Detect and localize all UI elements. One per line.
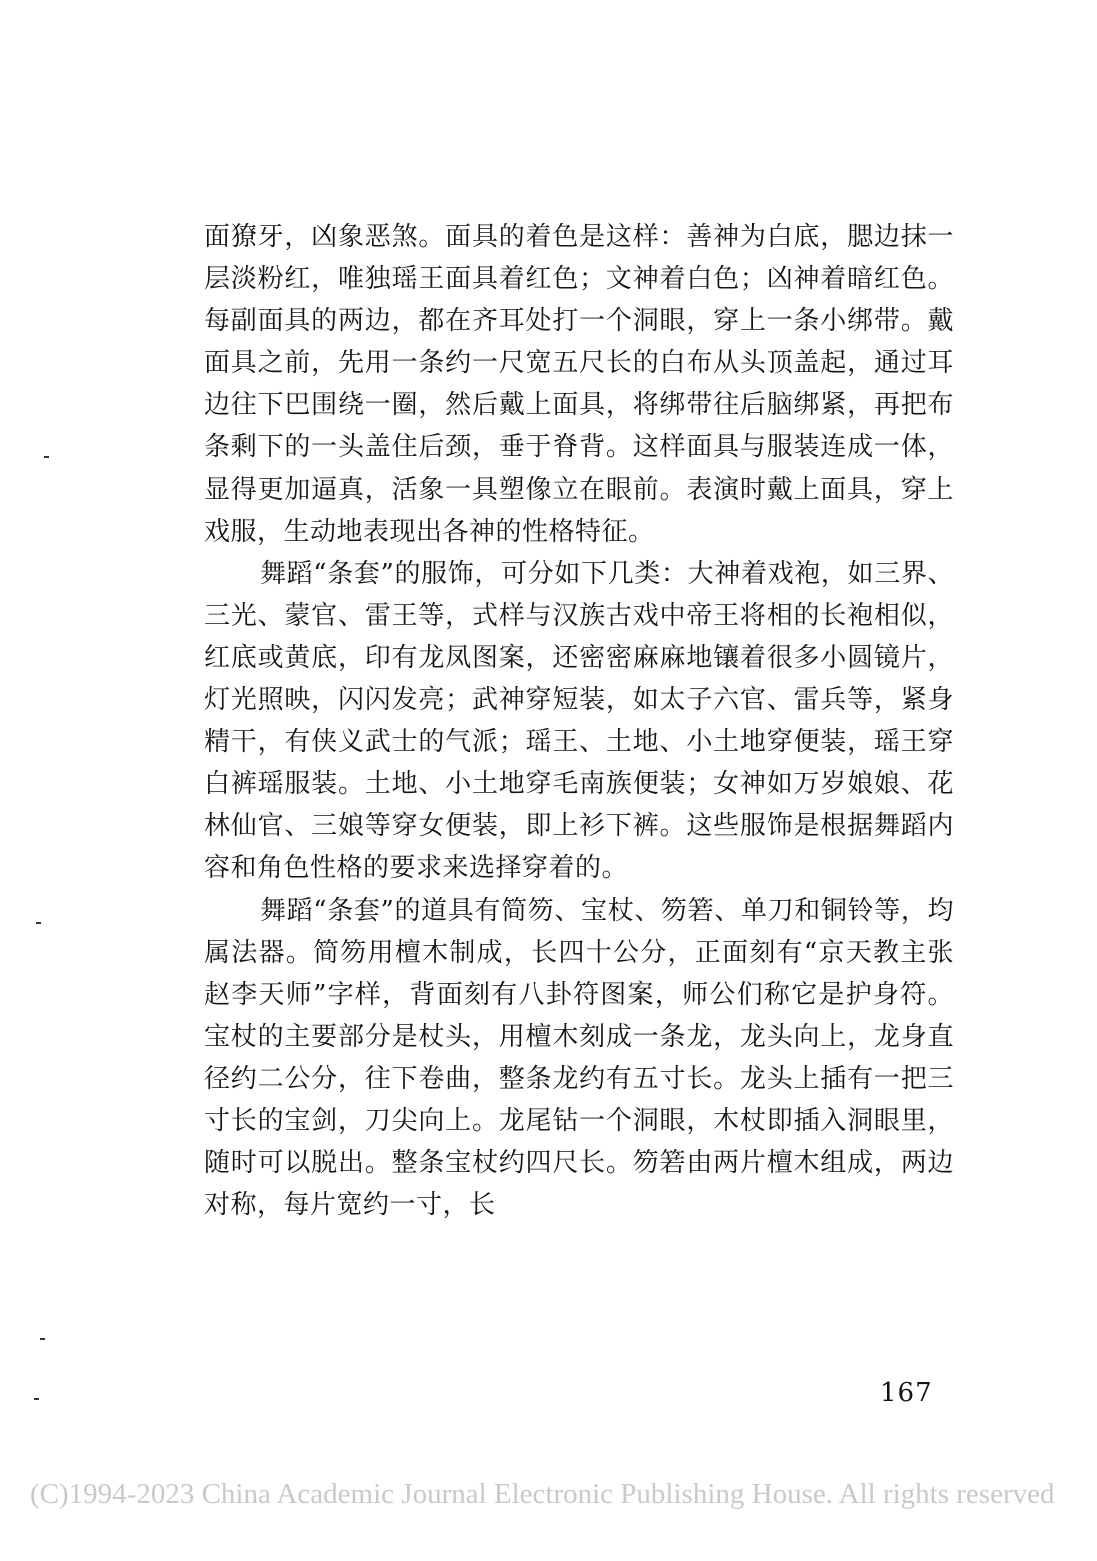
scan-speck xyxy=(44,456,49,458)
scan-speck xyxy=(34,1398,39,1400)
paragraph-3: 舞蹈“条套”的道具有简笏、宝杖、笏箬、单刀和铜铃等，均属法器。简笏用檀木制成，长四十公分，正面刻有“京天教主张赵李天师”字样，背面刻有八卦符图案，师公们称它是护身符。宝杖的主要部分是杖头，用檀木刻成一条龙，龙头向上，龙身直径约二公分，往下卷曲，整条龙约有五寸长。龙头上插有一把三寸长的宝剑，刀尖向上。龙尾钻一个洞眼，木杖即插入洞眼里，随时可以脱出。整条宝杖约四尺长。笏箬由两片檀木组成，两边对称，每片宽约一寸，长 xyxy=(204,895,954,1221)
paragraph-2: 舞蹈“条套”的服饰，可分如下几类：大神着戏袍，如三界、三光、蒙官、雷王等，式样与汉族古戏中帝王将相的长袍相似，红底或黄底，印有龙凤图案，还密密麻麻地镶着很多小圆镜片，灯光照映，闪闪发亮；武神穿短装，如太子六官、雷兵等，紧身精干，有侠义武士的气派；瑶王、土地、小土地穿便装，瑶王穿白裤瑶服装。土地、小土地穿毛南族便装；女神如万岁娘娘、花林仙官、三娘等穿女便装，即上衫下裤。这些服饰是根据舞蹈内容和角色性格的要求来选择穿着的。 xyxy=(204,558,954,884)
paragraph-1: 面獠牙，凶象恶煞。面具的着色是这样：善神为白底，腮边抹一层淡粉红，唯独瑶王面具着红色；文神着白色；凶神着暗红色。每副面具的两边，都在齐耳处打一个洞眼，穿上一条小绑带。戴面具之前，先用一条约一尺宽五尺长的白布从头顶盖起，通过耳边往下巴围绕一圈，然后戴上面具，将绑带往后脑绑紧，再把布条剩下的一头盖住后颈，垂于脊背。这样面具与服装连成一体，显得更加逼真，活象一具塑像立在眼前。表演时戴上面具，穿上戏服，生动地表现出各神的性格特征。 xyxy=(204,222,954,547)
body-text xyxy=(204,216,954,1226)
copyright-watermark: (C)1994-2023 China Academic Journal Electronic Publishing House. All rights reserved xyxy=(30,1478,1055,1510)
page-number: 167 xyxy=(880,1378,933,1408)
scan-speck xyxy=(40,1338,45,1340)
scan-speck xyxy=(36,922,41,924)
